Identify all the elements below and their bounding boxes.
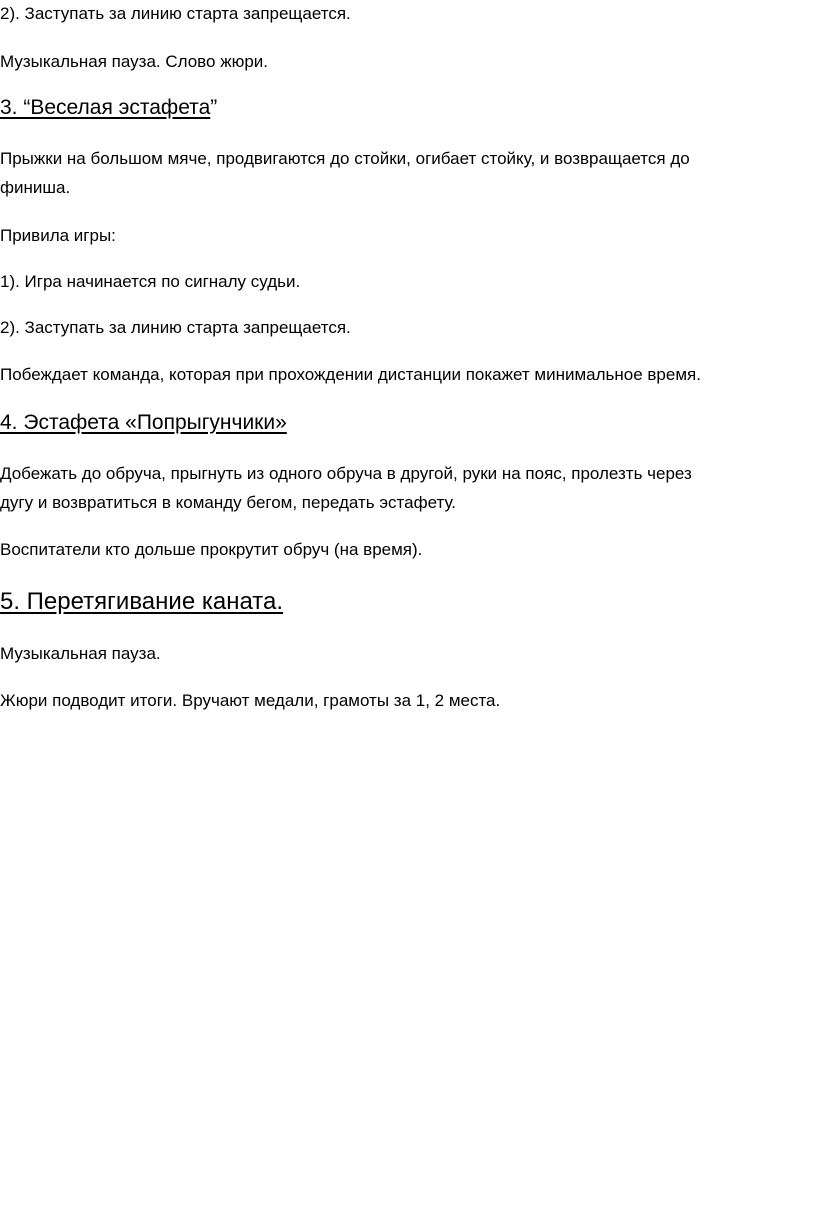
section-4-description-line-1: Добежать до обруча, прыгнуть из одного обруча в другой, руки на пояс, пролезть через bbox=[0, 464, 692, 483]
winner-condition-text: Побеждает команда, которая при прохождении дистанции покажет минимальное время. bbox=[0, 365, 701, 384]
section-3-description-line-2: финиша. bbox=[0, 178, 71, 197]
section-3-heading bbox=[0, 93, 217, 123]
section-4-description-line-2: дугу и возвратиться в команду бегом, передать эстафету. bbox=[0, 493, 456, 512]
teachers-task-text: Воспитатели кто дольше прокрутит обруч (на время). bbox=[0, 540, 423, 559]
jury-results-text: Жюри подводит итоги. Вручают медали, грамоты за 1, 2 места. bbox=[0, 691, 501, 710]
rule-2-text-repeat: 2). Заступать за линию старта запрещается. bbox=[0, 318, 351, 337]
section-3-heading-underlined: 3. “Веселая эстафета bbox=[0, 96, 211, 119]
section-3-heading-tail: ” bbox=[210, 96, 218, 119]
section-4-heading-text: 4. Эстафета «Попрыгунчики» bbox=[0, 411, 287, 434]
section-4-heading bbox=[0, 408, 287, 438]
rules-label: Привила игры: bbox=[0, 226, 116, 245]
rule-2-text: 2). Заступать за линию старта запрещается. bbox=[0, 4, 351, 23]
rule-1-text: 1). Игра начинается по сигналу судьи. bbox=[0, 272, 301, 291]
section-5-heading bbox=[0, 585, 283, 619]
musical-pause-text-2: Музыкальная пауза. bbox=[0, 644, 161, 663]
section-3-description-line-1: Прыжки на большом мяче, продвигаются до стойки, огибает стойку, и возвращается до bbox=[0, 149, 690, 168]
section-5-heading-text: 5. Перетягивание каната. bbox=[0, 588, 284, 615]
musical-pause-text: Музыкальная пауза. Слово жюри. bbox=[0, 52, 268, 71]
